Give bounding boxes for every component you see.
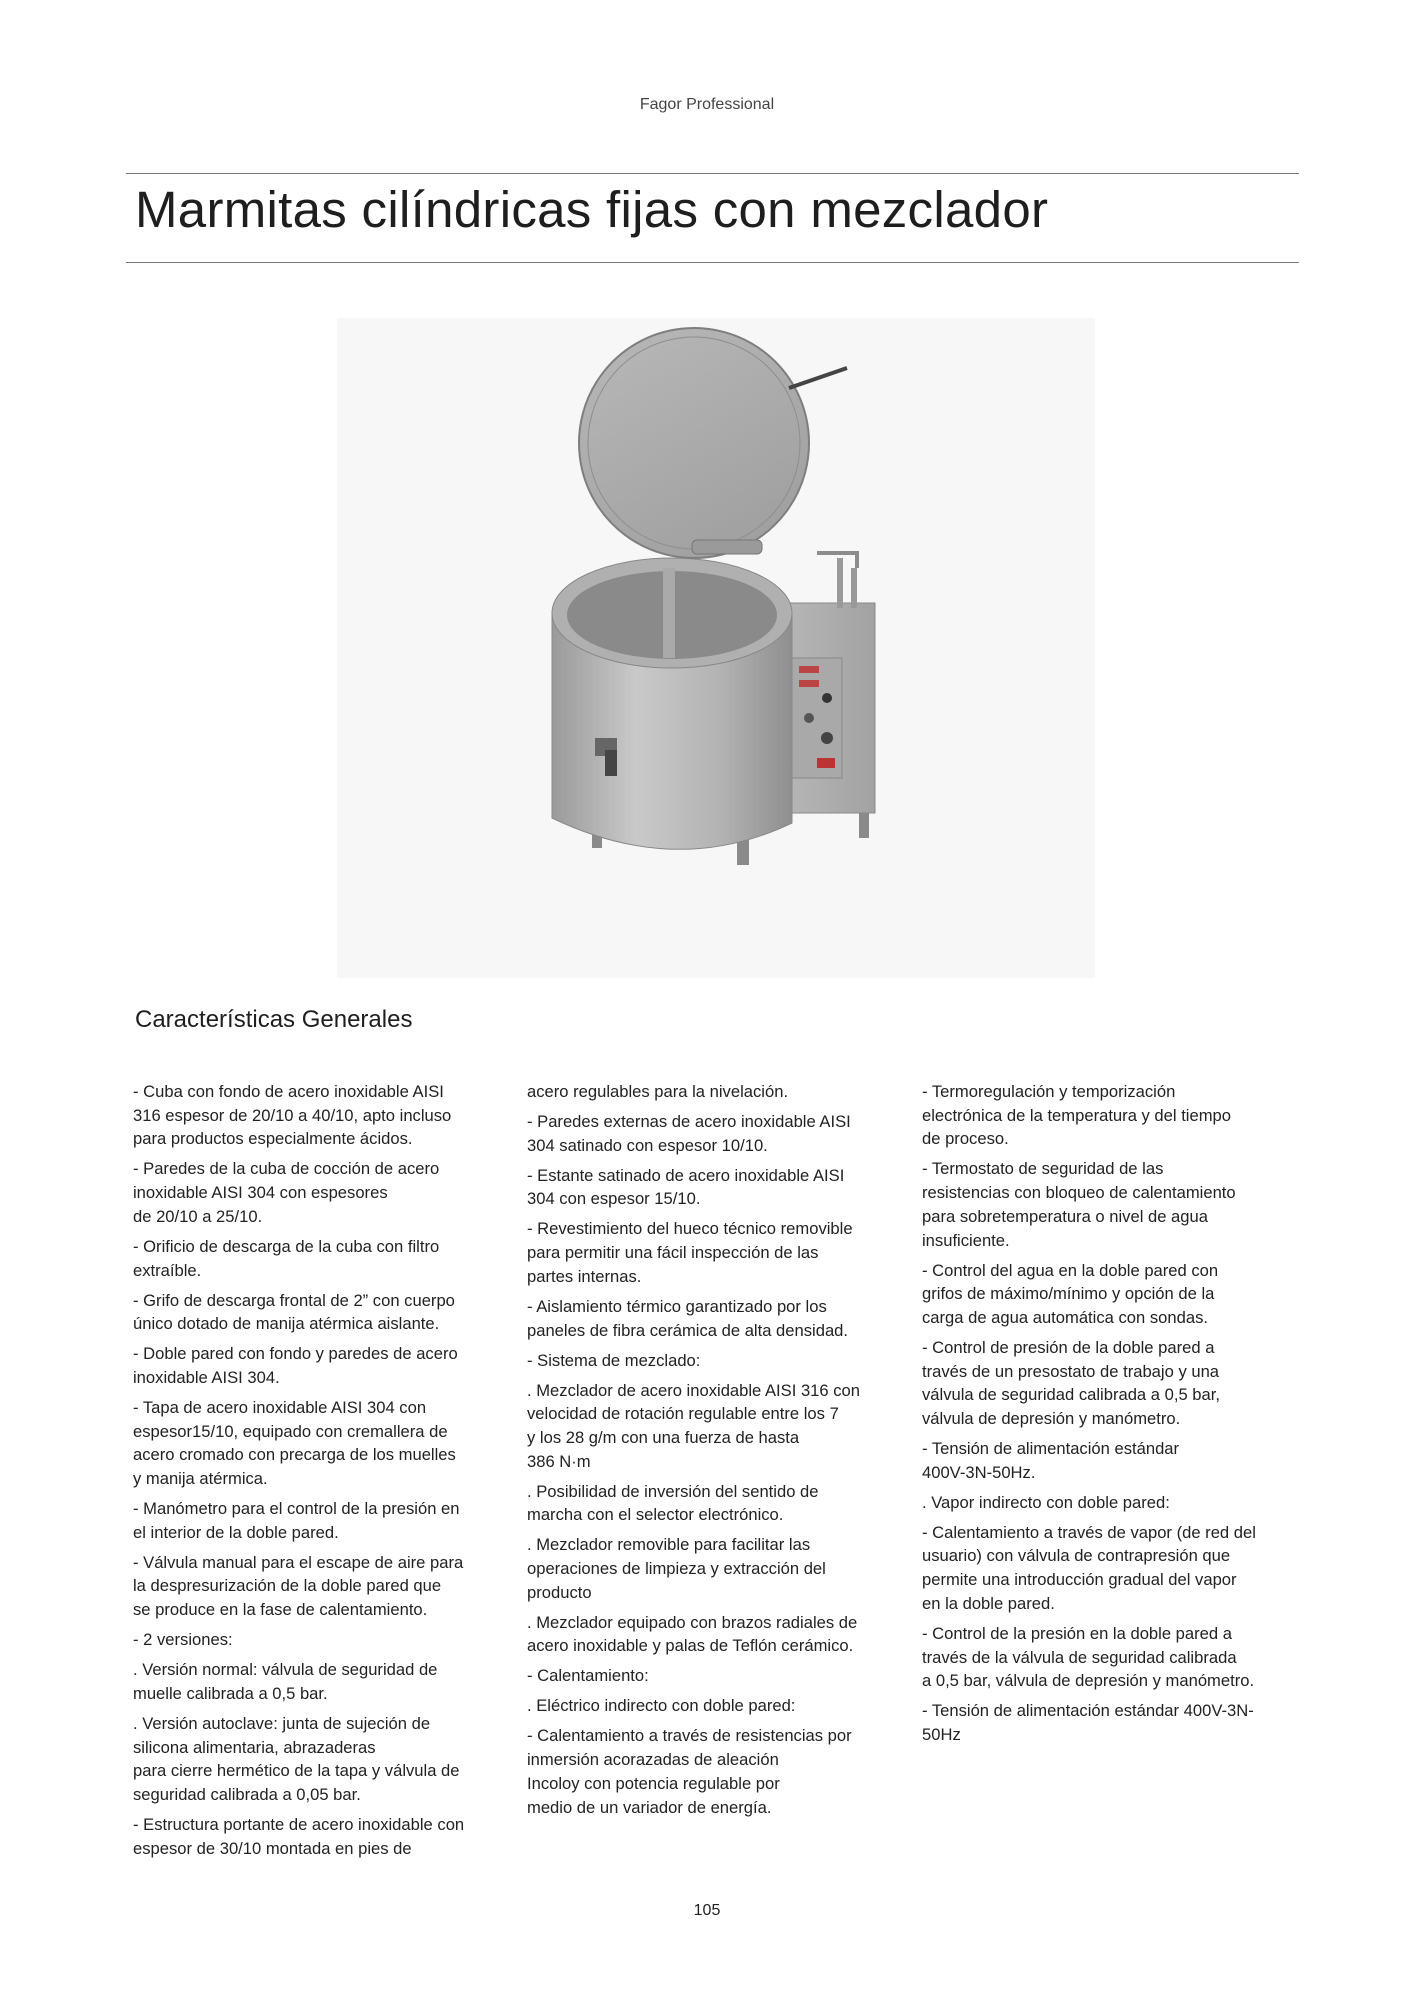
kettle-illustration (337, 318, 1095, 978)
list-item: - Control de la presión en la doble pared a través de la válvula de seguridad calibrada a 0,5 bar, válvula de depresión y manómetro. (922, 1623, 1255, 1691)
list-item: - Paredes de la cuba de cocción de acero inoxidable AISI 304 con espesores de 20/10 a 25/10. (133, 1159, 440, 1226)
list-item: - Válvula manual para el escape de aire para la despresurización de la doble pared que se produce en la fase de calentamiento. (133, 1552, 464, 1620)
list-item: - Estructura portante de acero inoxidable con espesor de 30/10 montada en pies de (133, 1814, 465, 1858)
list-item: - Paredes externas de acero inoxidable AISI 304 satinado con espesor 10/10. (527, 1112, 851, 1155)
title-bottom-rule (126, 262, 1299, 263)
list-item: - Termoregulación y temporización electrónica de la temperatura y del tiempo de proceso. (922, 1082, 1231, 1149)
list-item: - Control del agua en la doble pared con grifos de máximo/mínimo y opción de la carga de agua automática con sondas. (922, 1260, 1219, 1327)
list-item: - Termostato de seguridad de las resistencias con bloqueo de calentamiento para sobretemperatura o nivel de agua insuficiente. (922, 1159, 1236, 1250)
list-item: - Tensión de alimentación estándar 400V-3N-50Hz. (922, 1439, 1180, 1482)
list-item: - Aislamiento térmico garantizado por los paneles de fibra cerámica de alta densidad. (527, 1296, 849, 1340)
list-item: - Cuba con fondo de acero inoxidable AISI 316 espesor de 20/10 a 40/10, apto incluso para productos especialmente ácidos. (133, 1082, 452, 1149)
product-image (337, 318, 1095, 978)
list-item: - Sistema de mezclado: (527, 1350, 701, 1370)
list-item: - Estante satinado de acero inoxidable AISI 304 con espesor 15/10. (527, 1165, 845, 1209)
brand-name: Fagor Professional (639, 96, 775, 113)
list-item: . Mezclador equipado con brazos radiales de acero inoxidable y palas de Teflón cerámico. (527, 1612, 858, 1656)
page-number: 105 (693, 1902, 721, 1919)
list-item: - Tapa de acero inoxidable AISI 304 con espesor15/10, equipado con cremallera de acero cromado con precarga de los muelles y manija atérmica. (133, 1397, 456, 1489)
list-item: . Versión autoclave: junta de sujeción de silicona alimentaria, abrazaderas para cierre hermético de la tapa y válvula de seguridad calibrada a 0,05 bar. (133, 1713, 460, 1804)
list-item: - Calentamiento: (527, 1666, 649, 1686)
list-item: - Manómetro para el control de la presión en el interior de la doble pared. (133, 1499, 460, 1542)
features-column-2 (527, 1080, 897, 1826)
list-item: - Revestimiento del hueco técnico removible para permitir una fácil inspección de las partes internas. (527, 1219, 853, 1286)
list-item: - Doble pared con fondo y paredes de acero inoxidable AISI 304. (133, 1344, 458, 1387)
list-item: - 2 versiones: (133, 1630, 233, 1650)
list-item: . Posibilidad de inversión del sentido de marcha con el selector electrónico. (527, 1481, 819, 1525)
section-title: Características Generales (135, 1006, 413, 1033)
page-title: Marmitas cilíndricas fijas con mezclador (135, 181, 1049, 238)
list-item: . Mezclador removible para facilitar las operaciones de limpieza y extracción del producto (527, 1535, 826, 1602)
list-item: - Control de presión de la doble pared a través de un presostato de trabajo y una válvula de seguridad calibrada a 0,5 bar, válvula de depresión y manómetro. (922, 1337, 1220, 1429)
list-item: . Eléctrico indirecto con doble pared: (527, 1696, 796, 1716)
list-item: - Calentamiento a través de vapor (de red del usuario) con válvula de contrapresión que permite una introducción gradual del vapor en la doble pared. (922, 1522, 1256, 1613)
list-item: . Mezclador de acero inoxidable AISI 316 con velocidad de rotación regulable entre los 7 y los 28 g/m con una fuerza de hasta 386 N·m (527, 1380, 861, 1471)
list-item: . Vapor indirecto con doble pared: (922, 1492, 1170, 1512)
features-column-1 (133, 1080, 503, 1867)
list-item: . Versión normal: válvula de seguridad de muelle calibrada a 0,5 bar. (133, 1660, 438, 1703)
features-column-3 (922, 1080, 1292, 1753)
list-item: acero regulables para la nivelación. (527, 1082, 789, 1101)
list-item: - Calentamiento a través de resistencias por inmersión acorazadas de aleación Incoloy con potencia regulable por medio de un variador de energía. (527, 1726, 852, 1817)
list-item: - Tensión de alimentación estándar 400V-3N- 50Hz (922, 1701, 1254, 1744)
title-top-rule (126, 173, 1299, 174)
list-item: - Grifo de descarga frontal de 2” con cuerpo único dotado de manija atérmica aislante. (133, 1290, 455, 1334)
list-item: - Orificio de descarga de la cuba con filtro extraíble. (133, 1236, 440, 1280)
